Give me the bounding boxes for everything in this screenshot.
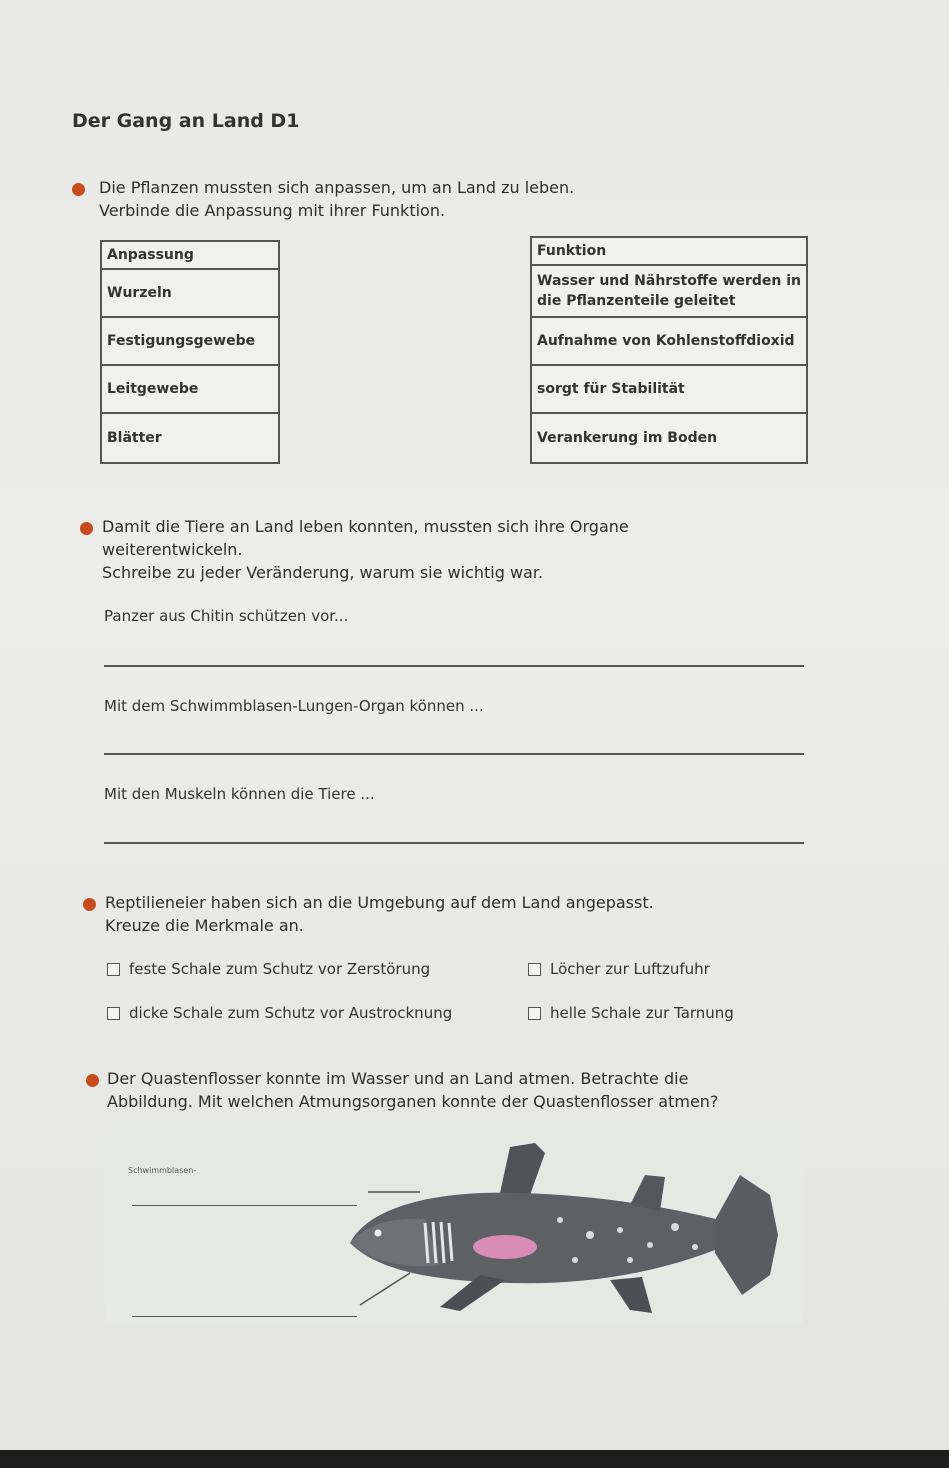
task-2-instruction-2: weiterentwickeln. xyxy=(102,540,243,559)
checkbox-icon[interactable] xyxy=(528,963,541,976)
function-table xyxy=(530,236,808,464)
option-label: feste Schale zum Schutz vor Zerstörung xyxy=(129,960,431,978)
option-label: helle Schale zur Tarnung xyxy=(550,1004,734,1022)
option-checkbox[interactable] xyxy=(107,1004,452,1022)
option-label: dicke Schale zum Schutz vor Austrocknung xyxy=(129,1004,453,1022)
adaptation-table xyxy=(100,240,280,464)
task-2-instruction: Damit die Tiere an Land leben konnten, mussten sich ihre Organe xyxy=(102,517,629,536)
adaptation-row[interactable]: Festigungsgewebe xyxy=(102,318,278,366)
task-4-instruction-2: Abbildung. Mit welchen Atmungsorganen konnte der Quastenflosser atmen? xyxy=(107,1092,719,1111)
task-2-instruction-3: Schreibe zu jeder Veränderung, warum sie wichtig war. xyxy=(102,563,544,582)
checkbox-icon[interactable] xyxy=(528,1007,541,1020)
second-dorsal-fin xyxy=(630,1175,665,1211)
label-pointer-line xyxy=(360,1273,410,1305)
task-1-bullet xyxy=(72,183,85,196)
task-3-instruction-2: Kreuze die Merkmale an. xyxy=(105,916,304,935)
option-checkbox[interactable] xyxy=(528,960,710,978)
function-table-header: Funktion xyxy=(532,238,806,266)
tail-fin xyxy=(715,1175,778,1295)
task-2-bullet xyxy=(80,522,93,535)
function-row[interactable]: Aufnahme von Kohlenstoffdioxid xyxy=(532,318,806,366)
task-3-bullet xyxy=(83,898,96,911)
function-row[interactable]: sorgt für Stabilität xyxy=(532,366,806,414)
task-1-instruction: Die Pflanzen mussten sich anpassen, um an Land zu leben. xyxy=(99,178,575,197)
option-checkbox[interactable] xyxy=(528,1004,734,1022)
answer-line[interactable] xyxy=(104,665,804,667)
task-1-instruction-2: Verbinde die Anpassung mit ihrer Funktion. xyxy=(99,201,446,220)
function-row[interactable]: Verankerung im Boden xyxy=(537,430,718,446)
swim-bladder-lung xyxy=(473,1235,537,1259)
fish-eye xyxy=(375,1230,382,1237)
checkbox-icon[interactable] xyxy=(107,1007,120,1020)
answer-line[interactable] xyxy=(104,753,804,755)
pelvic-fin xyxy=(610,1277,652,1313)
figure-label: Schwimmblasen- xyxy=(128,1166,197,1175)
function-row[interactable]: Wasser und Nährstoffe werden in die Pflanzenteile geleitet xyxy=(532,266,806,318)
option-checkbox[interactable] xyxy=(107,960,430,978)
page-title: Der Gang an Land D1 xyxy=(72,110,300,132)
answer-prompt: Panzer aus Chitin schützen vor... xyxy=(104,607,349,625)
answer-prompt: Mit dem Schwimmblasen-Lungen-Organ können ... xyxy=(104,697,484,715)
checkbox-icon[interactable] xyxy=(107,963,120,976)
option-label: Löcher zur Luftzufuhr xyxy=(550,960,710,978)
dorsal-fin xyxy=(500,1143,545,1195)
figure-answer-line[interactable] xyxy=(132,1316,357,1317)
task-4-bullet xyxy=(86,1074,99,1087)
answer-prompt: Mit den Muskeln können die Tiere ... xyxy=(104,785,375,803)
adaptation-row[interactable]: Wurzeln xyxy=(102,270,278,318)
answer-line[interactable] xyxy=(104,842,804,844)
adaptation-row[interactable]: Leitgewebe xyxy=(102,366,278,414)
coelacanth-fish-icon xyxy=(330,1135,790,1325)
figure-answer-line[interactable] xyxy=(132,1205,357,1206)
task-3-instruction: Reptilieneier haben sich an die Umgebung auf dem Land angepasst. xyxy=(105,893,654,912)
task-4-instruction: Der Quastenflosser konnte im Wasser und an Land atmen. Betrachte die xyxy=(107,1069,689,1088)
adaptation-row[interactable]: Blätter xyxy=(107,430,162,446)
adaptation-table-header: Anpassung xyxy=(102,242,278,270)
bottom-edge-bar xyxy=(0,1450,949,1468)
